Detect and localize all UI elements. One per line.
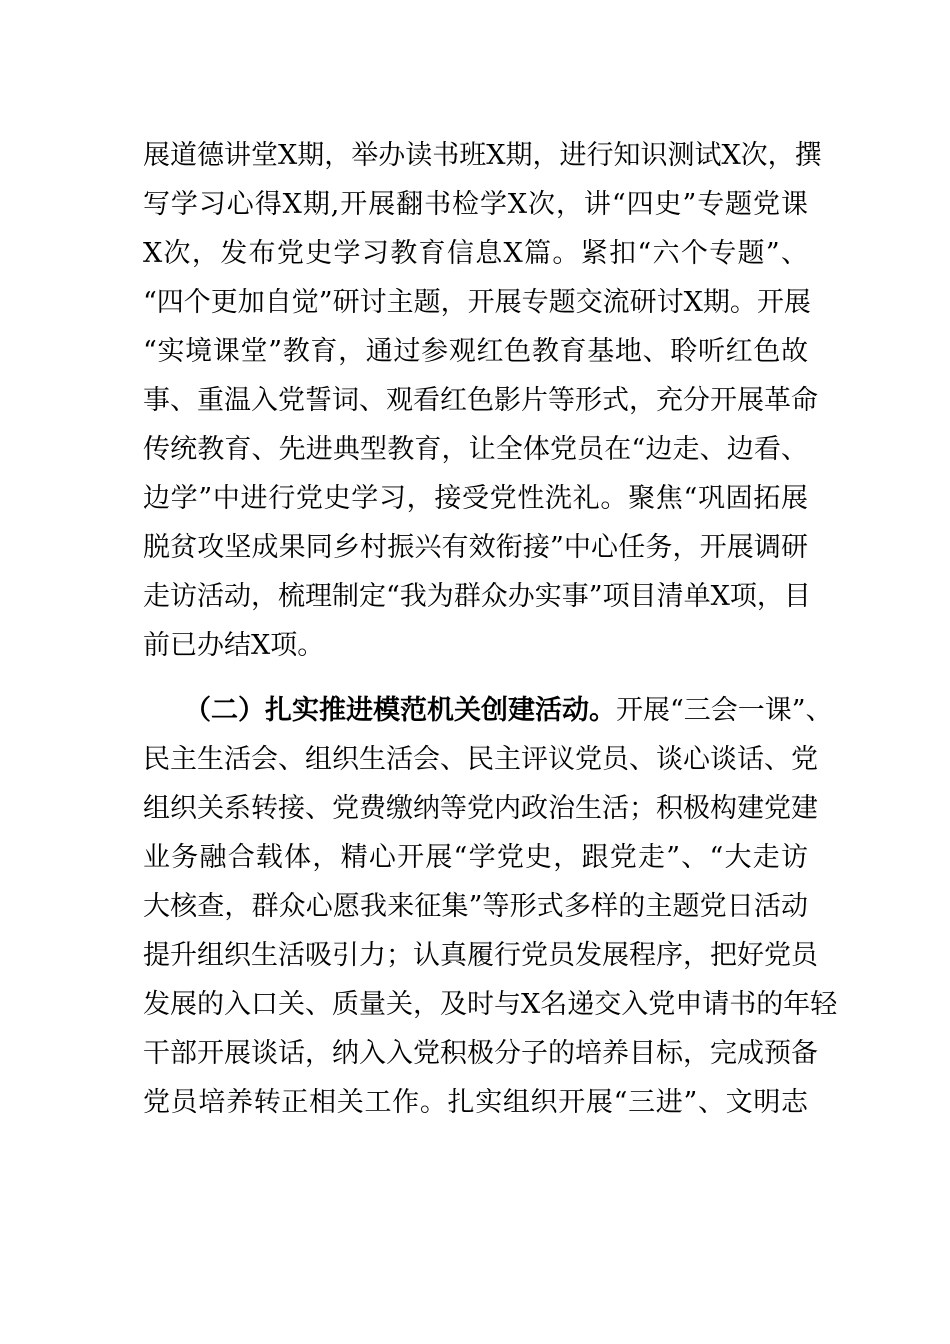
paragraph-2-line-7: 发展的入口关、质量关，及时与X名递交入党申请书的年轻 — [143, 989, 838, 1020]
paragraph-2-first-line — [184, 691, 833, 731]
paragraph-1-line-5: “实境课堂”教育，通过参观红色教育基地、聆听红色故 — [143, 336, 808, 367]
paragraph-2-line-9: 党员培养转正相关工作。扎实组织开展“三进”、文明志 — [143, 1087, 808, 1118]
paragraph-1-line-7: 传统教育、先进典型教育，让全体党员在“边走、边看、 — [143, 434, 808, 465]
paragraph-1-line-8: 边学”中进行党史学习，接受党性洗礼。聚焦“巩固拓展 — [143, 483, 808, 514]
paragraph-1-line-10: 走访活动，梳理制定“我为群众办实事”项目清单X项，目 — [143, 581, 811, 612]
paragraph-1-line-4: “四个更加自觉”研讨主题，开展专题交流研讨X期。开展 — [143, 287, 811, 318]
paragraph-2-line-1-rest: 开展“三会一课”、 — [616, 695, 833, 726]
paragraph-1-line-1: 展道德讲堂X期，举办读书班X期，进行知识测试X次，撰 — [143, 140, 822, 171]
paragraph-2-line-8: 干部开展谈话，纳入入党积极分子的培养目标，完成预备 — [143, 1038, 818, 1069]
section-heading: （二）扎实推进模范机关创建活动。 — [184, 695, 616, 726]
paragraph-2-line-3: 组织关系转接、党费缴纳等党内政治生活；积极构建党建 — [143, 793, 818, 824]
paragraph-1-line-9: 脱贫攻坚成果同乡村振兴有效衔接”中心任务，开展调研 — [143, 532, 808, 563]
paragraph-1-line-11: 前已办结X项。 — [143, 630, 325, 661]
paragraph-1-line-6: 事、重温入党誓词、观看红色影片等形式，充分开展革命 — [143, 385, 818, 416]
paragraph-1-line-2: 写学习心得X期,开展翻书检学X次，讲“四史”专题党课 — [143, 189, 808, 220]
paragraph-2-line-4: 业务融合载体，精心开展“学党史，跟党走”、“大走访 — [143, 842, 808, 873]
paragraph-2-line-6: 提升组织生活吸引力；认真履行党员发展程序，把好党员 — [143, 940, 818, 971]
paragraph-2-line-2: 民主生活会、组织生活会、民主评议党员、谈心谈话、党 — [143, 744, 818, 775]
paragraph-1-line-3: X次，发布党史学习教育信息X篇。紧扣“六个专题”、 — [143, 238, 808, 269]
paragraph-2-line-5: 大核查，群众心愿我来征集”等形式多样的主题党日活动 — [143, 891, 808, 922]
